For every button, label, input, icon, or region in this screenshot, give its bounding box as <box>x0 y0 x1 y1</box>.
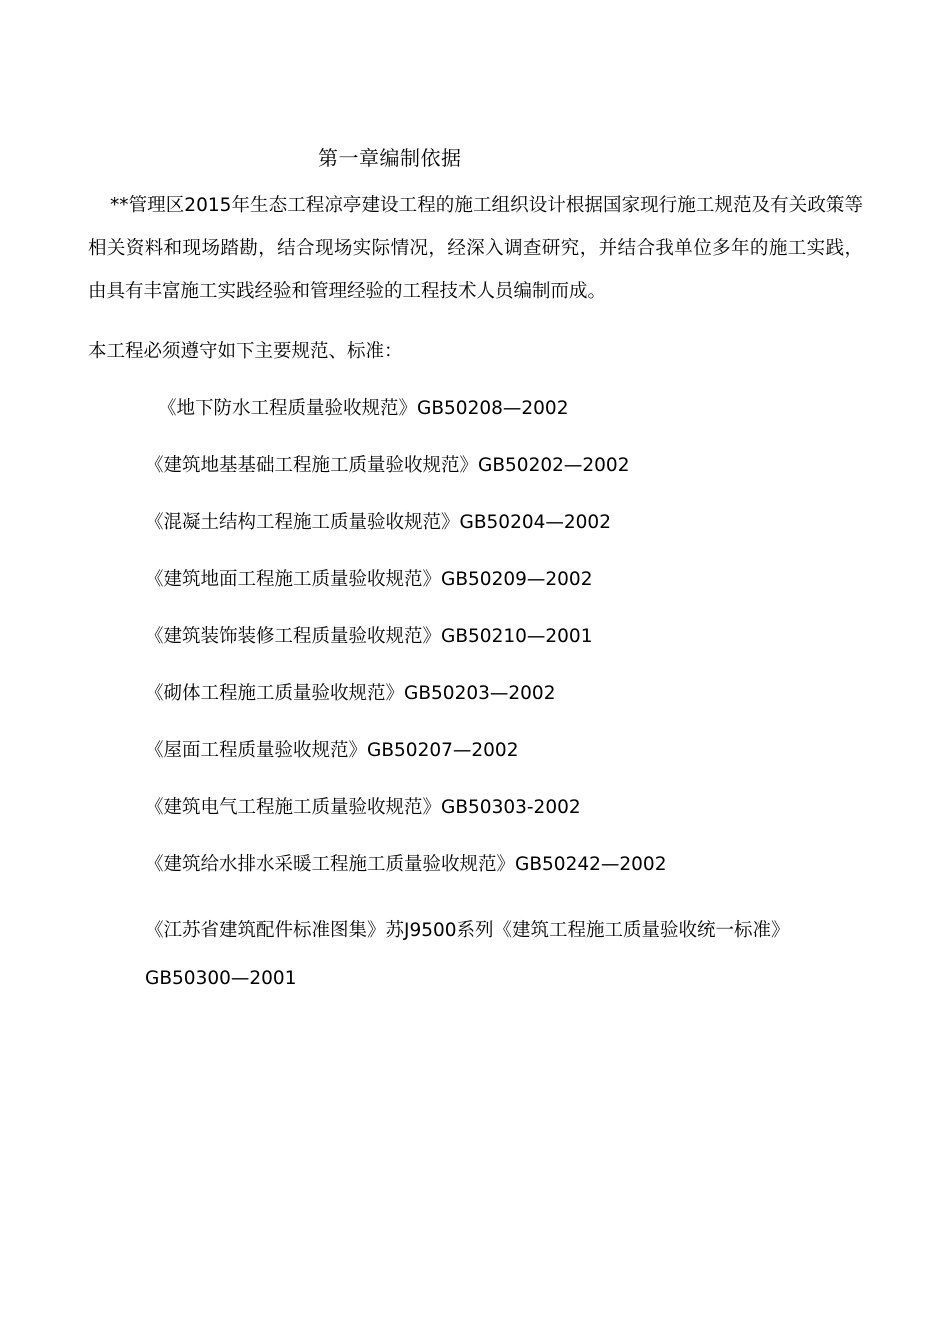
chapter-title: 第一章编制依据 <box>318 146 462 170</box>
standards-lead: 本工程必须遵守如下主要规范、标准： <box>88 341 403 362</box>
standard-item: 《建筑给水排水采暖工程施工质量验收规范》GB50242—2002 <box>145 854 667 875</box>
standard-item: 《建筑装饰装修工程质量验收规范》GB50210—2001 <box>145 626 593 647</box>
standard-item: 《建筑地面工程施工质量验收规范》GB50209—2002 <box>145 569 593 590</box>
standard-item: 《地下防水工程质量验收规范》GB50208—2002 <box>158 398 569 419</box>
intro-paragraph: **管理区2015年生态工程凉亭建设工程的施工组织设计根据国家现行施工规范及有关政策等相关资料和现场踏勘，结合现场实际情况，经深入调查研究，并结合我单位多年的施工实践，由具有丰富施工实践经验和管理经验的工程技术人员编制而成。 <box>88 195 863 302</box>
standard-item: 《建筑地基基础工程施工质量验收规范》GB50202—2002 <box>145 455 630 476</box>
standard-item: 《混凝土结构工程施工质量验收规范》GB50204—2002 <box>145 512 611 533</box>
standard-item: 《建筑电气工程施工质量验收规范》GB50303-2002 <box>145 797 581 818</box>
standard-item: 《砌体工程施工质量验收规范》GB50203—2002 <box>145 683 556 704</box>
standard-item: 《江苏省建筑配件标准图集》苏J9500系列《建筑工程施工质量验收统一标准》GB50300—2001 <box>145 920 790 989</box>
standard-item: 《屋面工程质量验收规范》GB50207—2002 <box>145 740 519 761</box>
